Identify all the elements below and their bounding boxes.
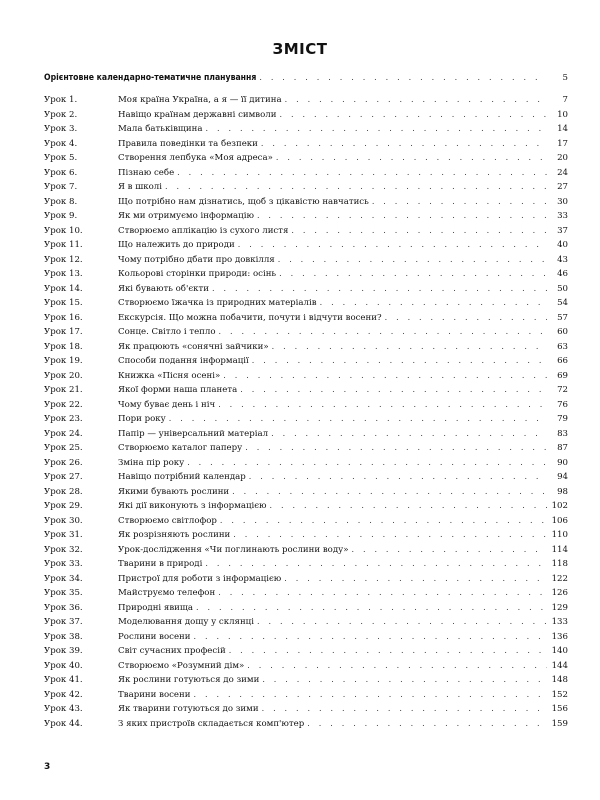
lesson-title: Моделювання дощу у склянці [118,617,254,627]
lesson-title: Як рослини готуються до зими [118,675,260,685]
leader-dots [278,255,547,264]
lesson-title: Книжка «Пісня осені» [118,370,221,381]
lesson-number: Урок 13. [44,269,83,279]
lesson-title: Тварини в природі [118,559,203,569]
leader-dots [240,385,547,394]
lesson-page: 122 [551,573,568,584]
lesson-number: Урок 31. [44,530,83,540]
lesson-page: 24 [557,167,568,178]
toc-row [44,574,568,589]
leader-dots [271,429,547,438]
lesson-title: Світ сучасних професій [118,646,226,656]
lesson-title: Чому потрібно дбати про довкілля [118,254,275,265]
lesson-title: Навіщо країнам державні символи [118,109,277,120]
lesson-page: 30 [557,196,568,207]
lesson-number: Урок 30. [44,515,83,526]
lesson-title: Створюємо каталог паперу [118,443,243,453]
lesson-title: Створення лепбука «Моя адреса» [118,153,273,163]
leader-dots [218,400,547,409]
lesson-title: Які дії виконують з інформацією [118,501,267,511]
toc-row [44,240,568,255]
lesson-title: Сонце. Світло і тепло [118,327,216,337]
lesson-title: Екскурсія. Що можна побачити, почути і відчути восени? [118,312,382,323]
lesson-number: Урок 15. [44,298,83,308]
lesson-number: Урок 40. [44,660,83,671]
toc-row [44,661,568,676]
lesson-number: Урок 5. [44,153,78,163]
lesson-page: 43 [557,254,568,265]
lesson-page: 7 [562,95,568,105]
lesson-page: 136 [551,631,568,642]
lesson-title: Створюємо «Розумний дім» [118,660,245,671]
toc-row [44,501,568,516]
lesson-page: 140 [551,646,568,656]
lesson-number: Урок 35. [44,588,83,598]
lesson-number: Урок 27. [44,472,83,482]
toc-row [44,139,568,154]
lesson-title: Рослини восени [118,631,191,642]
leader-dots [187,458,547,467]
lesson-page: 66 [557,356,568,366]
leader-dots [194,632,547,641]
lesson-number: Урок 1. [44,95,78,105]
table-of-contents [44,95,568,733]
toc-row [44,110,568,125]
lesson-number: Урок 12. [44,254,83,265]
leader-dots [320,298,547,307]
page-number: 3 [44,762,51,772]
lesson-page: 14 [557,124,568,134]
toc-row [44,530,568,545]
leader-dots [233,530,547,539]
toc-row [44,458,568,473]
leader-dots [205,559,547,568]
lesson-page: 27 [557,182,568,192]
lesson-page: 114 [551,544,568,555]
toc-row [44,371,568,386]
leader-dots [307,719,547,728]
leader-dots [385,313,547,322]
leader-dots [218,588,547,597]
lesson-title: Майструємо телефон [118,588,216,598]
leader-dots [285,95,547,104]
lesson-page: 159 [551,718,568,729]
lesson-number: Урок 9. [44,211,78,221]
lesson-number: Урок 32. [44,544,83,555]
lesson-page: 33 [557,211,568,221]
lesson-page: 79 [557,414,568,424]
intro-page: 5 [562,73,568,83]
leader-dots [280,110,548,119]
leader-dots [169,414,547,423]
leader-dots [257,211,547,220]
toc-row [44,690,568,705]
lesson-title: Тварини восени [118,689,191,700]
lesson-page: 126 [551,588,568,598]
leader-dots [220,516,547,525]
leader-dots [291,226,547,235]
lesson-title: Я в школі [118,182,162,192]
toc-row [44,632,568,647]
lesson-page: 54 [557,298,568,308]
lesson-number: Урок 7. [44,182,78,192]
lesson-number: Урок 16. [44,312,83,323]
toc-row [44,269,568,284]
toc-row [44,226,568,241]
toc-row [44,211,568,226]
lesson-page: 98 [557,486,568,497]
lesson-title: Як працюють «сонячні зайчики» [118,341,269,352]
lesson-page: 10 [557,109,568,120]
lesson-title: Якими бувають рослини [118,486,230,497]
toc-row [44,472,568,487]
lesson-page: 60 [557,327,568,337]
lesson-title: Створюємо їжачка із природних матеріалів [118,298,317,308]
lesson-title: Чому буває день і ніч [118,399,216,410]
lesson-page: 76 [557,399,568,410]
lesson-page: 57 [557,312,568,323]
toc-row [44,719,568,734]
page-title: ЗМІСТ [272,40,328,58]
lesson-title: З яких пристроїв складається комп'ютер [118,718,305,729]
lesson-number: Урок 8. [44,196,78,207]
lesson-page: 118 [551,559,568,569]
lesson-number: Урок 19. [44,356,83,366]
toc-row [44,675,568,690]
lesson-number: Урок 18. [44,341,83,352]
lesson-title: Створюємо аплікацію із сухого листя [118,225,289,236]
toc-row [44,617,568,632]
toc-row [44,559,568,574]
lesson-number: Урок 21. [44,385,83,395]
leader-dots [232,487,547,496]
lesson-page: 50 [557,283,568,294]
toc-row [44,646,568,661]
leader-dots [270,501,547,510]
lesson-page: 94 [557,472,568,482]
toc-row [44,588,568,603]
lesson-number: Урок 34. [44,573,83,584]
leader-dots [245,443,547,452]
leader-dots [272,342,547,351]
toc-row [44,197,568,212]
toc-row [44,342,568,357]
lesson-number: Урок 41. [44,675,83,685]
leader-dots [279,269,547,278]
lesson-number: Урок 38. [44,631,83,642]
lesson-title: Моя країна Україна, а я — її дитина [118,95,282,105]
leader-dots [262,704,547,713]
toc-row [44,603,568,618]
lesson-number: Урок 36. [44,602,83,613]
leader-dots [262,675,547,684]
toc-row [44,429,568,444]
lesson-number: Урок 25. [44,443,83,453]
lesson-title: Що потрібно нам дізнатись, щоб з цікавістю навчатись [118,196,369,207]
leader-dots [372,197,547,206]
toc-row [44,443,568,458]
toc-row [44,284,568,299]
leader-dots [247,661,547,670]
lesson-title: Як тварини готуються до зими [118,704,259,714]
lesson-page: 110 [551,530,568,540]
lesson-title: Пристрої для роботи з інформацією [118,573,282,584]
toc-row [44,545,568,560]
leader-dots [284,574,547,583]
lesson-number: Урок 37. [44,617,83,627]
lesson-title: Які бувають об'єкти [118,283,210,294]
lesson-number: Урок 42. [44,689,83,700]
lesson-number: Урок 11. [44,240,83,250]
toc-row [44,255,568,270]
lesson-number: Урок 26. [44,457,83,468]
leader-dots [165,182,547,191]
lesson-number: Урок 39. [44,646,83,656]
leader-dots [257,617,547,626]
leader-dots [259,73,547,82]
leader-dots [212,284,547,293]
lesson-number: Урок 44. [44,718,83,729]
lesson-title: Зміна пір року [118,457,185,468]
lesson-title: Якої форми наша планета [118,385,238,395]
toc-row [44,327,568,342]
lesson-page: 63 [557,341,568,352]
lesson-number: Урок 33. [44,559,83,569]
leader-dots [238,240,547,249]
toc-row [44,313,568,328]
leader-dots [193,690,547,699]
lesson-title: Пори року [118,414,166,424]
toc-row [44,487,568,502]
leader-dots [177,168,547,177]
leader-dots [196,603,547,612]
lesson-page: 69 [557,370,568,381]
lesson-number: Урок 6. [44,167,78,178]
leader-dots [229,646,547,655]
lesson-page: 148 [551,675,568,685]
lesson-title: Кольорові сторінки природи: осінь [118,269,277,279]
lesson-title: Як ми отримуємо інформацію [118,211,254,221]
toc-row [44,168,568,183]
lesson-number: Урок 29. [44,501,83,511]
leader-dots [219,327,547,336]
toc-row [44,704,568,719]
lesson-number: Урок 17. [44,327,83,337]
lesson-page: 129 [551,602,568,613]
toc-row [44,385,568,400]
lesson-number: Урок 24. [44,428,83,439]
lesson-page: 37 [557,225,568,236]
lesson-number: Урок 20. [44,370,83,381]
toc-row [44,400,568,415]
toc-row [44,516,568,531]
lesson-page: 20 [557,153,568,163]
toc-row [44,153,568,168]
lesson-number: Урок 2. [44,109,78,120]
lesson-title: Пізнаю себе [118,167,175,178]
lesson-page: 87 [557,443,568,453]
lesson-title: Правила поведінки та безпеки [118,138,258,149]
toc-row [44,124,568,139]
lesson-title: Папір — універсальний матеріал [118,428,269,439]
lesson-page: 144 [551,660,568,671]
lesson-number: Урок 22. [44,399,83,410]
lesson-page: 133 [551,617,568,627]
leader-dots [261,139,547,148]
intro-title: Орієнтовне календарно-тематичне планування [44,73,257,83]
leader-dots [249,472,547,481]
lesson-title: Навіщо потрібний календар [118,472,246,482]
toc-row [44,356,568,371]
toc-row [44,414,568,429]
leader-dots [252,356,547,365]
lesson-page: 83 [557,428,568,439]
lesson-number: Урок 3. [44,124,78,134]
toc-row [44,182,568,197]
lesson-page: 90 [557,457,568,468]
lesson-title: Як розрізняють рослини [118,530,231,540]
lesson-number: Урок 14. [44,283,83,294]
lesson-page: 102 [551,501,568,511]
lesson-number: Урок 4. [44,138,78,149]
leader-dots [223,371,547,380]
lesson-title: Природні явища [118,602,193,613]
lesson-page: 72 [557,385,568,395]
lesson-title: Що належить до природи [118,240,235,250]
leader-dots [351,545,547,554]
lesson-page: 40 [557,240,568,250]
lesson-title: Мала батьківщина [118,124,203,134]
lesson-number: Урок 28. [44,486,83,497]
lesson-title: Створюємо світлофор [118,515,217,526]
lesson-page: 106 [551,515,568,526]
lesson-page: 46 [557,269,568,279]
toc-intro-row [44,73,568,87]
leader-dots [206,124,548,133]
lesson-title: Урок-дослідження «Чи поглинають рослини воду» [118,544,349,555]
lesson-number: Урок 43. [44,704,83,714]
toc-row [44,95,568,110]
lesson-page: 152 [551,689,568,700]
lesson-page: 17 [557,138,568,149]
lesson-title: Способи подання інформації [118,356,249,366]
lesson-number: Урок 23. [44,414,83,424]
leader-dots [276,153,547,162]
lesson-number: Урок 10. [44,225,83,236]
lesson-page: 156 [551,704,568,714]
toc-row [44,298,568,313]
